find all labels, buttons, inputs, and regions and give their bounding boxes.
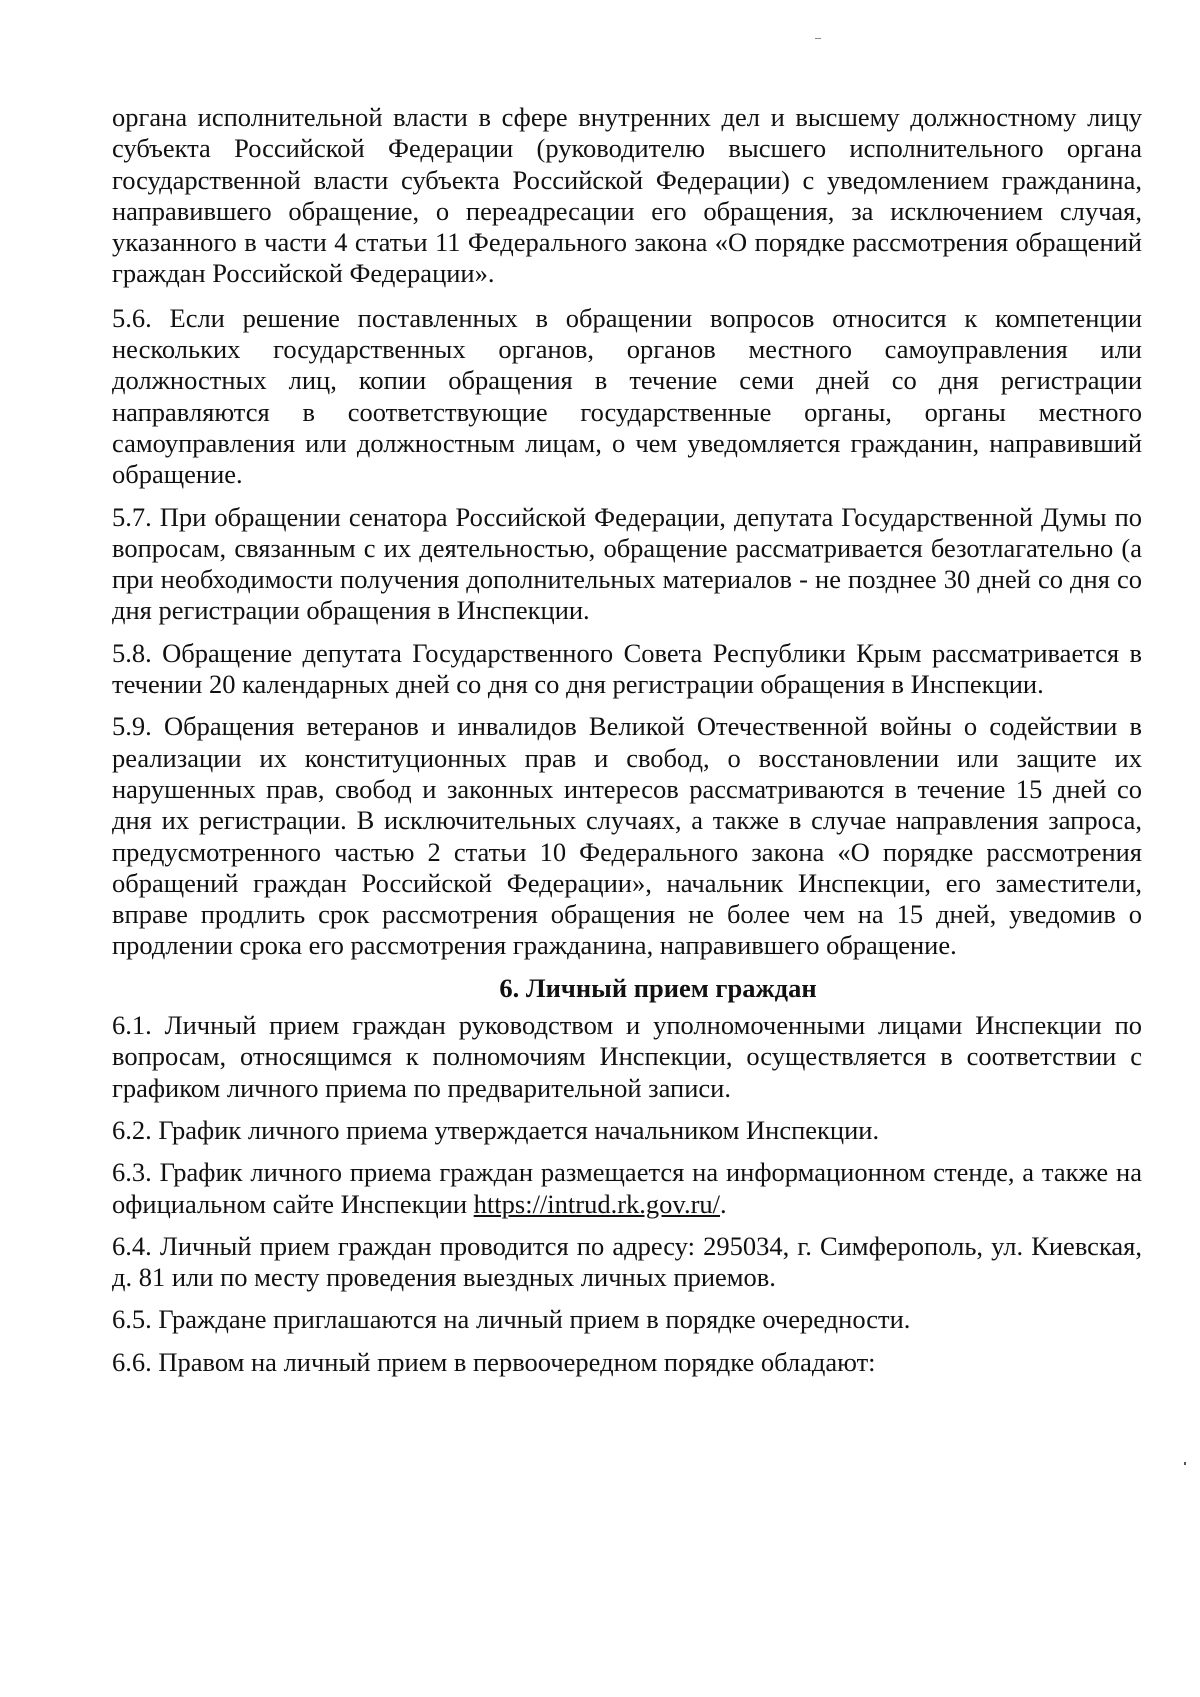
paragraph-continuation: органа исполнительной власти в сфере внутренних дел и высшему должностному лицу субъекта Российской Федерации (руководителю высшего исполнительного органа государственной власти субъекта Российской Федерации) с уведомлением гражданина, направившего обращение, о переадресации его обращения, за исключением случая, указанного в части 4 статьи 11 Федерального закона «О порядке рассмотрения обращений граждан Российской Федерации». [112, 102, 1142, 289]
paragraph-6-2: 6.2. График личного приема утверждается начальником Инспекции. [112, 1114, 880, 1145]
paragraph-6-3-text: 6.3. График личного приема граждан размещается на информационном стенде, а также на официальном сайте Инспекции [112, 1157, 1142, 1219]
scan-speck-right [1184, 1462, 1186, 1465]
paragraph-6-4: 6.4. Личный прием граждан проводится по адресу: 295034, г. Симферополь, ул. Киевская, д. 81 или по месту проведения выездных личных приемов. [112, 1230, 1142, 1293]
paragraph-5-9: 5.9. Обращения ветеранов и инвалидов Великой Отечественной войны о содействии в реализации их конституционных прав и свобод, о восстановлении или защите их нарушенных прав, свобод и законных интересов рассматриваются в течение 15 дней со дня их регистрации. В исключительных случаях, а также в случае направления запроса, предусмотренного частью 2 статьи 10 Федерального закона «О порядке рассмотрения обращений граждан Российской Федерации», начальник Инспекции, его заместители, вправе продлить срок рассмотрения обращения не более чем на 15 дней, уведомив о продлении срока его рассмотрения гражданина, направившего обращение. [112, 711, 1142, 961]
document-page [112, 102, 1142, 1389]
paragraph-6-3 [112, 1157, 1142, 1220]
paragraph-5-8: 5.8. Обращение депутата Государственного Совета Республики Крым рассматривается в течении 20 календарных дней со дня со дня регистрации обращения в Инспекции. [112, 637, 1142, 700]
section-heading: 6. Личный прием граждан [499, 972, 817, 1003]
paragraph-6-6: 6.6. Правом на личный прием в первоочередном порядке обладают: [112, 1346, 876, 1377]
paragraph-6-1: 6.1. Личный прием граждан руководством и уполномоченными лицами Инспекции по вопросам, относящимся к полномочиям Инспекции, осуществляется в соответствии с графиком личного приема по предварительной записи. [112, 1010, 1142, 1103]
paragraph-6-3-end: . [720, 1188, 727, 1219]
paragraph-6-5: 6.5. Граждане приглашаются на личный прием в порядке очередности. [112, 1304, 911, 1335]
scan-mark-top [815, 38, 821, 39]
website-link[interactable]: https://intrud.rk.gov.ru/ [473, 1188, 721, 1219]
paragraph-5-6: 5.6. Если решение поставленных в обращении вопросов относится к компетенции нескольких государственных органов, органов местного самоуправления или должностных лиц, копии обращения в течение семи дней со дня регистрации направляются в соответствующие государственные органы, органы местного самоуправления или должностным лицам, о чем уведомляется гражданин, направивший обращение. [112, 302, 1142, 490]
paragraph-5-7: 5.7. При обращении сенатора Российской Федерации, депутата Государственной Думы по вопросам, связанным с их деятельностью, обращение рассматривается безотлагательно (а при необходимости получения дополнительных материалов - не позднее 30 дней со дня со дня регистрации обращения в Инспекции. [112, 501, 1142, 626]
